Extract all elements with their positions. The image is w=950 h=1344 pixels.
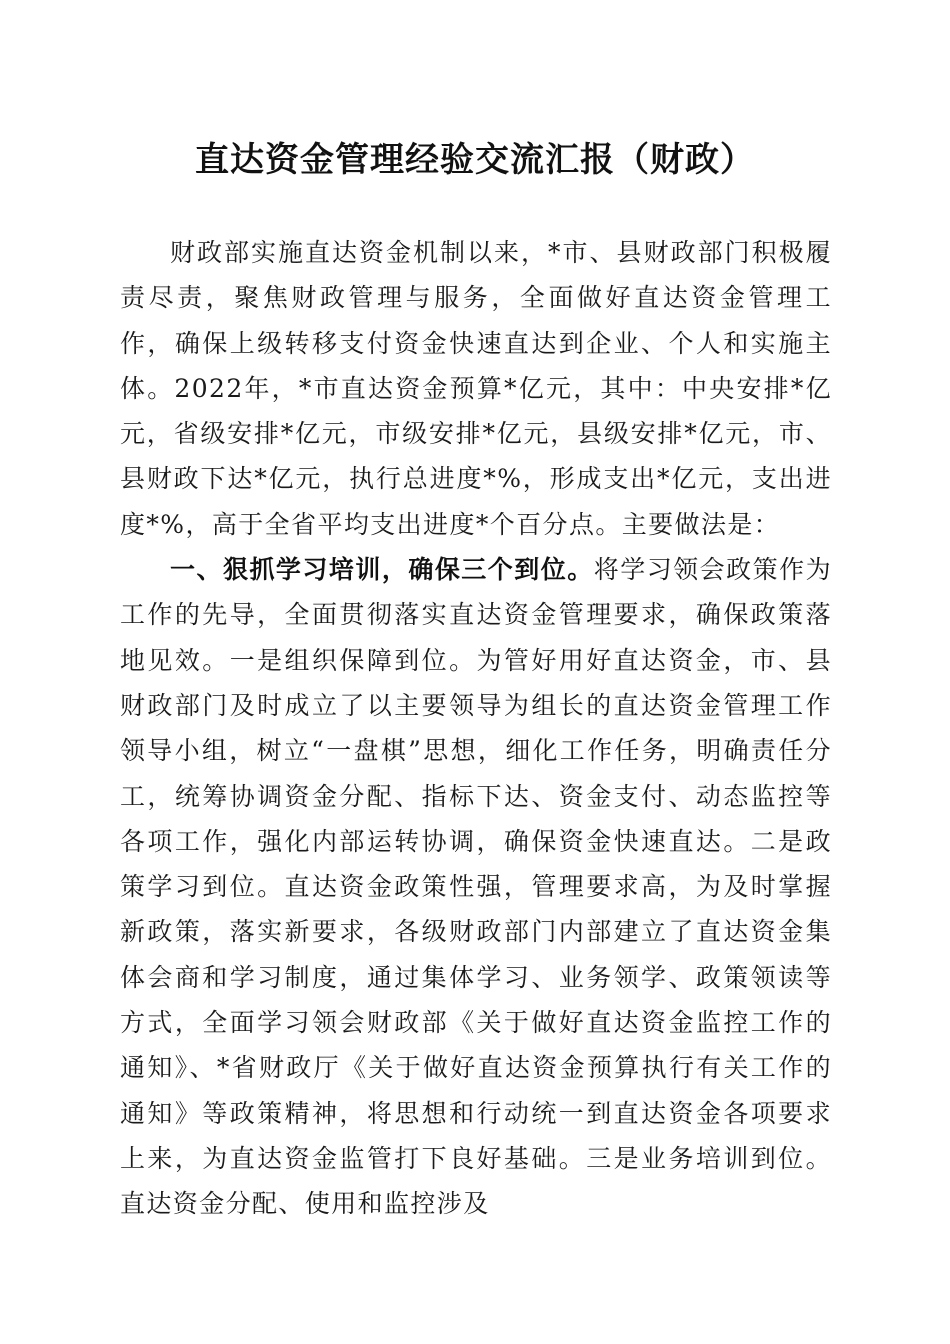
document-body — [120, 230, 832, 1227]
intro-paragraph-text: 财政部实施直达资金机制以来，*市、县财政部门积极履责尽责，聚焦财政管理与服务，全面做好直达资金管理工作，确保上级转移支付资金快速直达到企业、个人和实施主体。2022年，*市直达资金预算*亿元，其中：中央安排*亿元，省级安排*亿元，市级安排*亿元，县级安排*亿元，市、县财政下达*亿元，执行总进度*%，形成支出*亿元，支出进度*%，高于全省平均支出进度*个百分点。主要做法是： — [120, 238, 832, 539]
section-one-text: 将学习领会政策作为工作的先导，全面贯彻落实直达资金管理要求，确保政策落地见效。一是组织保障到位。为管好用好直达资金，市、县财政部门及时成立了以主要领导为组长的直达资金管理工作领导小组，树立“一盘棋”思想，细化工作任务，明确责任分工，统筹协调资金分配、指标下达、资金支付、动态监控等各项工作，强化内部运转协调，确保资金快速直达。二是政策学习到位。直达资金政策性强，管理要求高，为及时掌握新政策，落实新要求，各级财政部门内部建立了直达资金集体会商和学习制度，通过集体学习、业务领学、政策领读等方式，全面学习领会财政部《关于做好直达资金监控工作的通知》、*省财政厅《关于做好直达资金预算执行有关工作的通知》等政策精神，将思想和行动统一到直达资金各项要求上来，为直达资金监管打下良好基础。三是业务培训到位。直达资金分配、使用和监控涉及 — [120, 555, 832, 1219]
section-one-heading: 一、狠抓学习培训，确保三个到位。 — [170, 555, 594, 585]
section-one-paragraph — [120, 547, 832, 1226]
document-title: 直达资金管理经验交流汇报（财政） — [195, 140, 755, 180]
intro-paragraph — [120, 230, 832, 547]
